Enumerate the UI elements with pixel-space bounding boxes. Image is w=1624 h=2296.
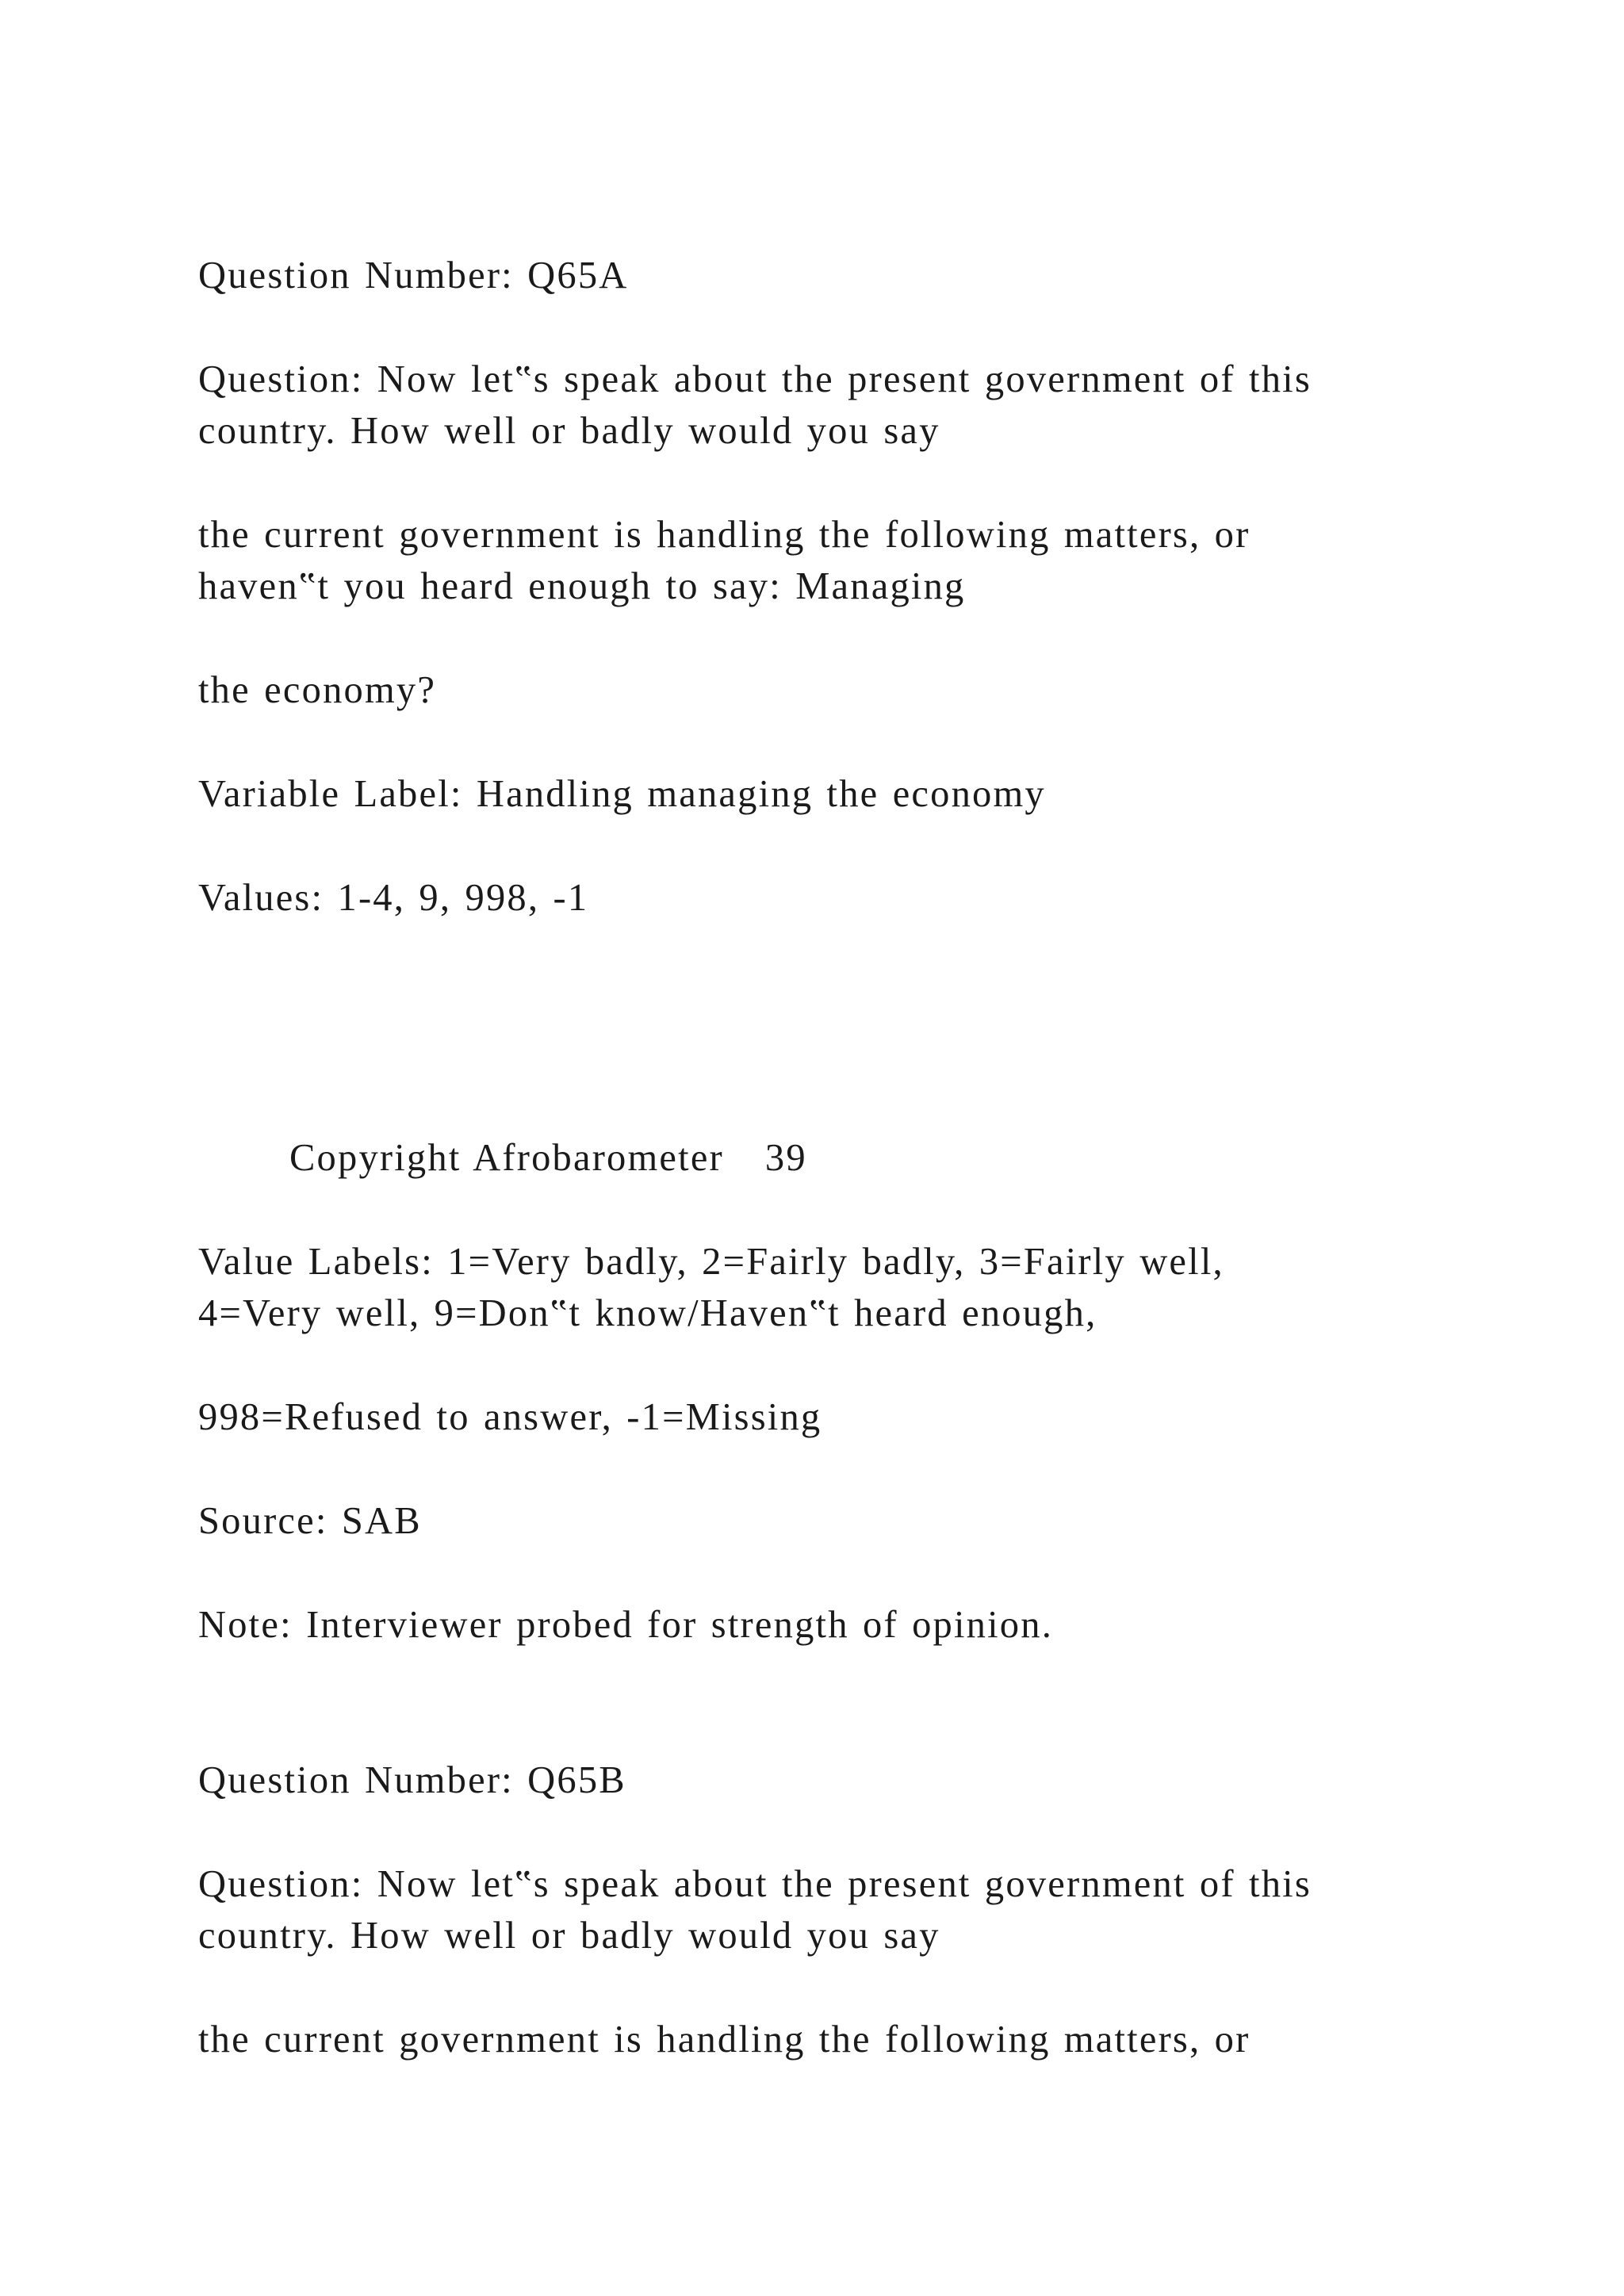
q65a-value-labels-line-3: 998=Refused to answer, -1=Missing xyxy=(198,1396,822,1438)
q65a-question-text-line-4: haven‟t you heard enough to say: Managing xyxy=(198,565,966,607)
q65a-question-text-line-3: the current government is handling the following matters, or xyxy=(198,514,1251,556)
q65a-values: Values: 1-4, 9, 998, -1 xyxy=(198,877,589,919)
q65a-value-labels-line-2: 4=Very well, 9=Don‟t know/Haven‟t heard enough, xyxy=(198,1292,1097,1334)
page-footer-copyright: Copyright Afrobarometer 39 xyxy=(289,1137,807,1179)
q65a-note: Note: Interviewer probed for strength of opinion. xyxy=(198,1604,1054,1646)
q65a-variable-label: Variable Label: Handling managing the economy xyxy=(198,773,1046,815)
q65a-question-text-line-2: country. How well or badly would you say xyxy=(198,410,940,452)
q65b-question-text-line-3: the current government is handling the following matters, or xyxy=(198,2019,1251,2061)
q65a-question-text-line-5: the economy? xyxy=(198,669,437,711)
q65a-question-text-line-1: Question: Now let‟s speak about the present government of this xyxy=(198,358,1312,400)
q65a-question-number: Question Number: Q65A xyxy=(198,254,629,297)
q65b-question-text-line-2: country. How well or badly would you say xyxy=(198,1915,940,1957)
q65b-question-number: Question Number: Q65B xyxy=(198,1759,626,1801)
q65a-value-labels-line-1: Value Labels: 1=Very badly, 2=Fairly badly, 3=Fairly well, xyxy=(198,1241,1224,1283)
q65b-question-text-line-1: Question: Now let‟s speak about the present government of this xyxy=(198,1863,1312,1905)
q65a-source: Source: SAB xyxy=(198,1500,422,1542)
